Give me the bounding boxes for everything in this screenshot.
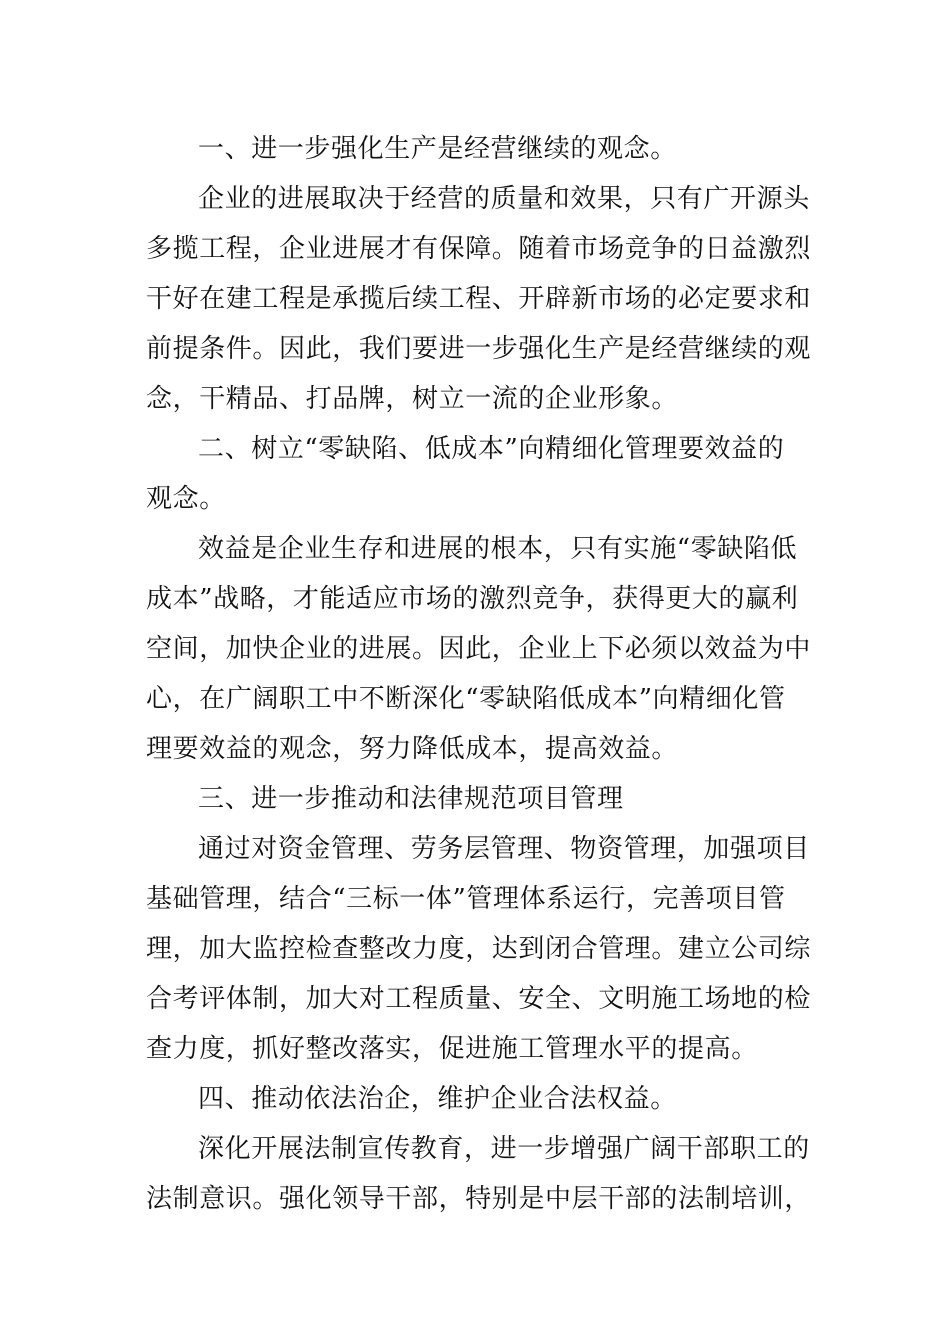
document-body [146,124,812,1224]
paragraph-line: 合考评体制，加大对工程质量、安全、文明施工场地的检 [146,984,812,1014]
paragraph-line: 深化开展法制宣传教育，进一步增强广阔干部职工的 [198,1134,810,1164]
paragraph-line: 空间，加快企业的进展。因此，企业上下必须以效益为中 [146,634,812,664]
paragraph-line: 查力度，抓好整改落实，促进施工管理水平的提高。 [146,1034,758,1064]
paragraph-line: 前提条件。因此，我们要进一步强化生产是经营继续的观 [146,334,812,364]
heading-1: 一、进一步强化生产是经营继续的观念。 [198,134,677,164]
paragraph-line: 基础管理，结合“三标一体”管理体系运行，完善项目管 [146,884,786,914]
paragraph-line: 通过对资金管理、劳务层管理、物资管理，加强项目 [198,834,810,864]
paragraph-line: 理，加大监控检查整改力度，达到闭合管理。建立公司综 [146,934,812,964]
heading-4: 四、推动依法治企，维护企业合法权益。 [198,1084,677,1114]
paragraph-line: 效益是企业生存和进展的根本，只有实施“零缺陷低 [198,534,798,564]
paragraph-line: 法制意识。强化领导干部，特别是中层干部的法制培训， [146,1184,812,1214]
heading-2: 二、树立“零缺陷、低成本”向精细化管理要效益的 [198,434,785,464]
paragraph-line: 多揽工程，企业进展才有保障。随着市场竞争的日益激烈 [146,234,812,264]
heading-3: 三、进一步推动和法律规范项目管理 [198,784,624,814]
paragraph-line: 念，干精品、打品牌，树立一流的企业形象。 [146,384,679,414]
paragraph-line: 理要效益的观念，努力降低成本，提高效益。 [146,734,679,764]
heading-2-continued: 观念。 [146,484,226,514]
paragraph-line: 干好在建工程是承揽后续工程、开辟新市场的必定要求和 [146,284,812,314]
paragraph-line: 企业的进展取决于经营的质量和效果，只有广开源头 [198,184,810,214]
paragraph-line: 成本”战略，才能适应市场的激烈竞争，获得更大的赢利 [146,584,799,614]
paragraph-line: 心，在广阔职工中不断深化“零缺陷低成本”向精细化管 [146,684,786,714]
